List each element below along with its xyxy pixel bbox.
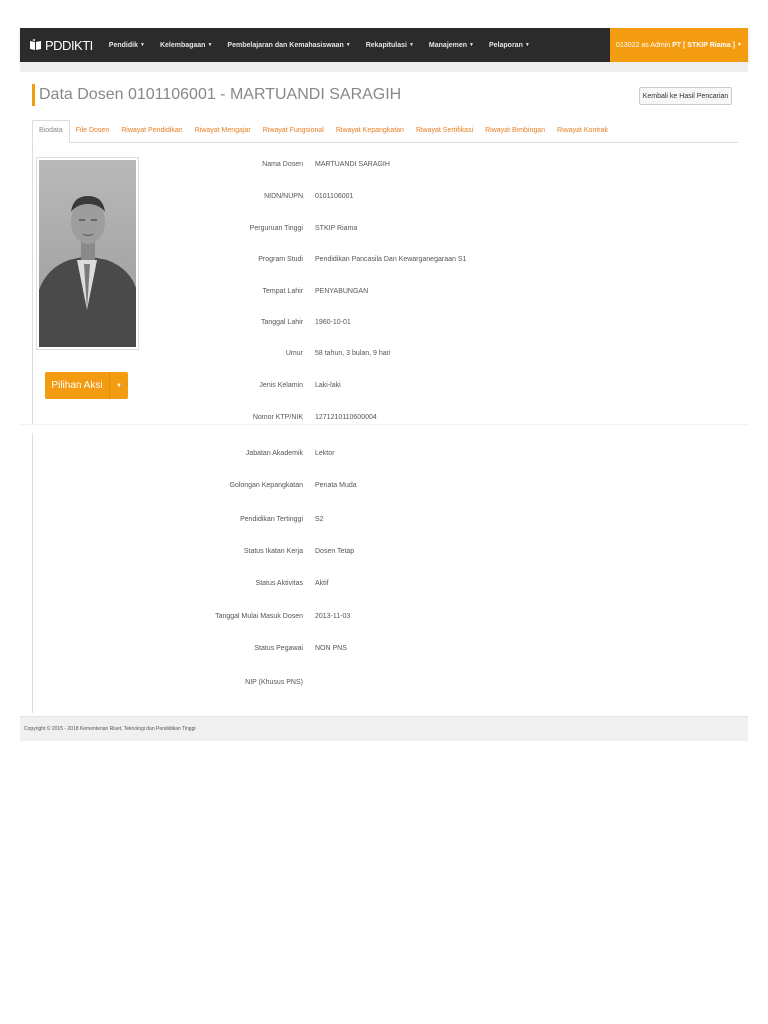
detail-value: 0101106001: [315, 193, 354, 200]
profile-tabs: [32, 120, 738, 143]
nav-pelaporan-label: Pelaporan: [489, 41, 523, 49]
caret-down-icon: ▼: [207, 41, 213, 48]
detail-label: Program Studi: [258, 256, 303, 263]
detail-value: NON PNS: [315, 645, 347, 652]
book-icon: [29, 39, 42, 51]
detail-label: Tempat Lahir: [262, 288, 303, 295]
tab-riwayat-sertifikasi[interactable]: Riwayat Sertifikasi: [415, 127, 474, 134]
detail-row: [0, 546, 768, 558]
detail-value: Pendidikan Pancasila Dan Kewarganegaraan S1: [315, 256, 467, 263]
detail-value: Dosen Tetap: [315, 548, 355, 555]
detail-label: Jenis Kelamin: [259, 382, 303, 389]
detail-row: [0, 480, 768, 492]
detail-row: [0, 380, 768, 392]
nav-manajemen[interactable]: [429, 42, 474, 49]
detail-label: Umur: [285, 350, 303, 357]
detail-value: 1271210110600004: [315, 414, 377, 421]
caret-down-icon: ▼: [737, 42, 742, 48]
detail-value: 1960-10-01: [315, 319, 351, 326]
tab-biodata[interactable]: Biodata: [32, 120, 70, 143]
detail-row: [0, 448, 768, 460]
detail-row: [0, 159, 768, 171]
detail-row: [0, 643, 768, 655]
user-menu[interactable]: [610, 28, 748, 62]
detail-label: NIDN/NUPN: [264, 193, 303, 200]
caret-down-icon: ▼: [469, 41, 474, 48]
detail-label: Status Ikatan Kerja: [243, 548, 303, 555]
caret-down-icon: ▼: [408, 41, 414, 48]
footer-copyright: Copyright © 2015 - 2018 Kementerian Riset, Teknologi dan Pendidikan Tinggi: [20, 716, 748, 741]
detail-value: 58 tahun, 3 bulan, 9 hari: [315, 350, 391, 357]
detail-row: [0, 611, 768, 623]
tab-riwayat-fungsional[interactable]: Riwayat Fungsional: [262, 127, 324, 134]
tab-file-dosen[interactable]: File Dosen: [75, 127, 110, 134]
user-institution: PT [ STKIP Riama ]: [672, 41, 735, 49]
detail-label: Tanggal Mulai Masuk Dosen: [215, 613, 303, 620]
detail-value: Aktif: [315, 580, 329, 587]
caret-down-icon: ▼: [345, 41, 351, 48]
detail-value: Penata Muda: [315, 482, 357, 489]
nav-kelembagaan[interactable]: [160, 42, 212, 49]
detail-label: Jabatan Akademik: [245, 450, 303, 457]
nav-rekapitulasi[interactable]: [366, 42, 414, 49]
detail-value: Laki-laki: [315, 382, 341, 389]
detail-label: Status Aktivitas: [255, 580, 303, 587]
caret-down-icon: ▼: [524, 41, 530, 48]
detail-row: [0, 317, 768, 329]
nav-kelembagaan-label: Kelembagaan: [159, 41, 206, 49]
detail-label: Perguruan Tinggi: [249, 225, 303, 232]
user-role-prefix: 013022 as Admin: [616, 41, 671, 49]
nav-rekapitulasi-label: Rekapitulasi: [365, 41, 407, 49]
tab-riwayat-pendidikan[interactable]: Riwayat Pendidikan: [121, 127, 183, 134]
tab-riwayat-mengajar[interactable]: Riwayat Mengajar: [194, 127, 251, 134]
detail-row: [0, 348, 768, 360]
nav-pelaporan[interactable]: [489, 42, 530, 49]
detail-value: S2: [315, 516, 324, 523]
detail-row: [0, 254, 768, 266]
detail-row: [0, 412, 768, 424]
nav-manajemen-label: Manajemen: [428, 41, 468, 49]
navbar-shadow-stripe: [20, 62, 748, 72]
detail-row: [0, 223, 768, 235]
detail-value: PENYABUNGAN: [315, 288, 369, 295]
nav-pendidik-label: Pendidik: [108, 41, 138, 49]
detail-label: Nama Dosen: [262, 161, 303, 168]
detail-label: Nomor KTP/NIK: [252, 414, 303, 421]
tab-riwayat-kontrak[interactable]: Riwayat Kontrak: [557, 127, 609, 134]
brand-label: PDDIKTI: [45, 37, 93, 53]
brand-logo[interactable]: [29, 38, 93, 53]
nav-pendidik[interactable]: [109, 42, 145, 49]
detail-value: MARTUANDI SARAGIH: [315, 161, 390, 168]
action-button[interactable]: Pilihan Aksi: [45, 372, 109, 399]
detail-row: [0, 514, 768, 526]
detail-row: [0, 677, 768, 689]
detail-row: [0, 191, 768, 203]
page-title: Data Dosen 0101106001 - MARTUANDI SARAGIH: [32, 84, 401, 106]
detail-label: NIP (Khusus PNS): [245, 679, 303, 686]
detail-row: [0, 578, 768, 590]
top-navbar: [20, 28, 748, 62]
detail-row: [0, 286, 768, 298]
tab-riwayat-bimbingan[interactable]: Riwayat Bimbingan: [485, 127, 546, 134]
detail-value: 2013-11-03: [315, 613, 351, 620]
caret-down-icon: ▼: [139, 41, 145, 48]
page-divider: [20, 424, 748, 433]
tab-riwayat-kepangkatan[interactable]: Riwayat Kepangkatan: [335, 127, 404, 134]
nav-pembelajaran[interactable]: [227, 42, 350, 49]
caret-down-icon[interactable]: ▼: [109, 372, 128, 399]
detail-label: Pendidikan Tertinggi: [240, 516, 303, 523]
nav-pembelajaran-label: Pembelajaran dan Kemahasiswaan: [227, 41, 344, 49]
detail-value: Lektor: [315, 450, 335, 457]
detail-value: STKIP Riama: [315, 225, 358, 232]
detail-label: Tanggal Lahir: [260, 319, 303, 326]
detail-label: Golongan Kepangkatan: [229, 482, 303, 489]
back-to-results-button[interactable]: Kembali ke Hasil Pencarian: [639, 87, 732, 105]
detail-label: Status Pegawai: [254, 645, 303, 652]
